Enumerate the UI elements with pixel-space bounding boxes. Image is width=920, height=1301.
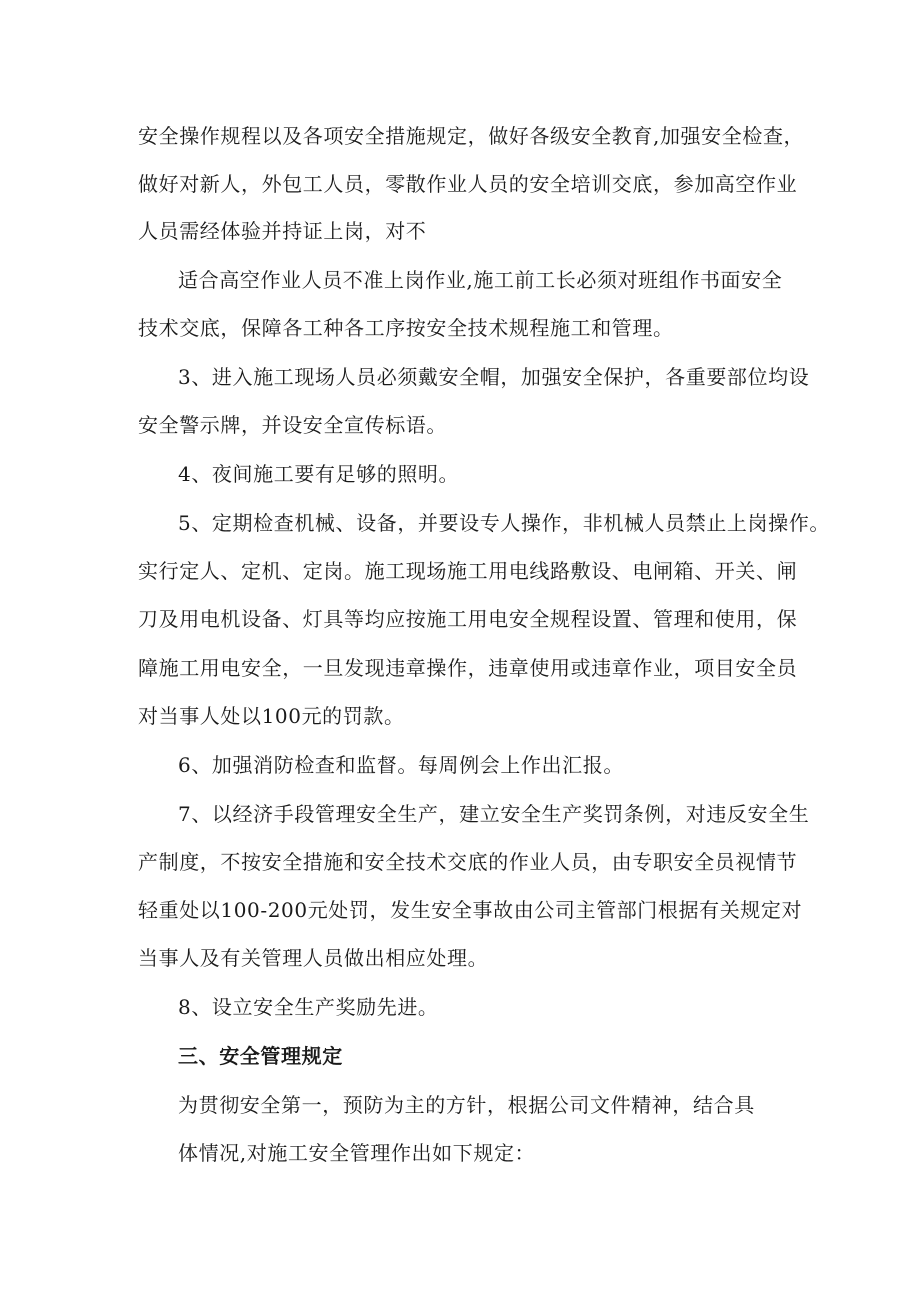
text-line: 障施工用电安全，一旦发现违章操作，违章使用或违章作业，项目安全员 [138,656,798,680]
text-line: 5、定期检查机械、设备，并要设专人操作，非机械人员禁止上岗操作。 [178,511,830,535]
text-line: 为贯彻安全第一，预防为主的方针，根据公司文件精神，结合具 [178,1093,755,1117]
text-line: 4、夜间施工要有足够的照明。 [178,462,460,486]
text-line: 适合高空作业人员不准上岗作业,施工前工长必须对班组作书面安全 [178,268,783,292]
text-line: 人员需经体验并持证上岗，对不 [138,219,427,243]
text-line: 体情况,对施工安全管理作出如下规定： [178,1141,536,1165]
text-line: 安全警示牌，并设安全宣传标语。 [138,413,447,437]
text-line: 7、以经济手段管理安全生产，建立安全生产奖罚条例，对违反安全生 [178,802,810,826]
text-line: 实行定人、定机、定岗。施工现场施工用电线路敷设、电闸箱、开关、闸 [138,559,798,583]
text-line: 轻重处以100-200元处罚，发生安全事故由公司主管部门根据有关规定对 [138,898,803,922]
text-line: 6、加强消防检查和监督。每周例会上作出汇报。 [178,753,624,777]
text-line: 做好对新人，外包工人员，零散作业人员的安全培训交底，参加高空作业 [138,172,798,196]
text-line: 对当事人处以100元的罚款。 [138,704,405,728]
text-line: 安全操作规程以及各项安全措施规定，做好各级安全教育,加强安全检查， [138,124,805,148]
text-line: 8、设立安全生产奖励先进。 [178,995,439,1019]
text-line: 刀及用电机设备、灯具等均应按施工用电安全规程设置、管理和使用，保 [138,607,798,631]
section-heading: 三、安全管理规定 [178,1044,343,1068]
text-line: 3、进入施工现场人员必须戴安全帽，加强安全保护，各重要部位均设 [178,365,810,389]
text-line: 产制度，不按安全措施和安全技术交底的作业人员，由专职安全员视情节 [138,850,798,874]
text-line: 技术交底，保障各工种各工序按安全技术规程施工和管理。 [138,316,674,340]
text-line: 当事人及有关管理人员做出相应处理。 [138,946,489,970]
